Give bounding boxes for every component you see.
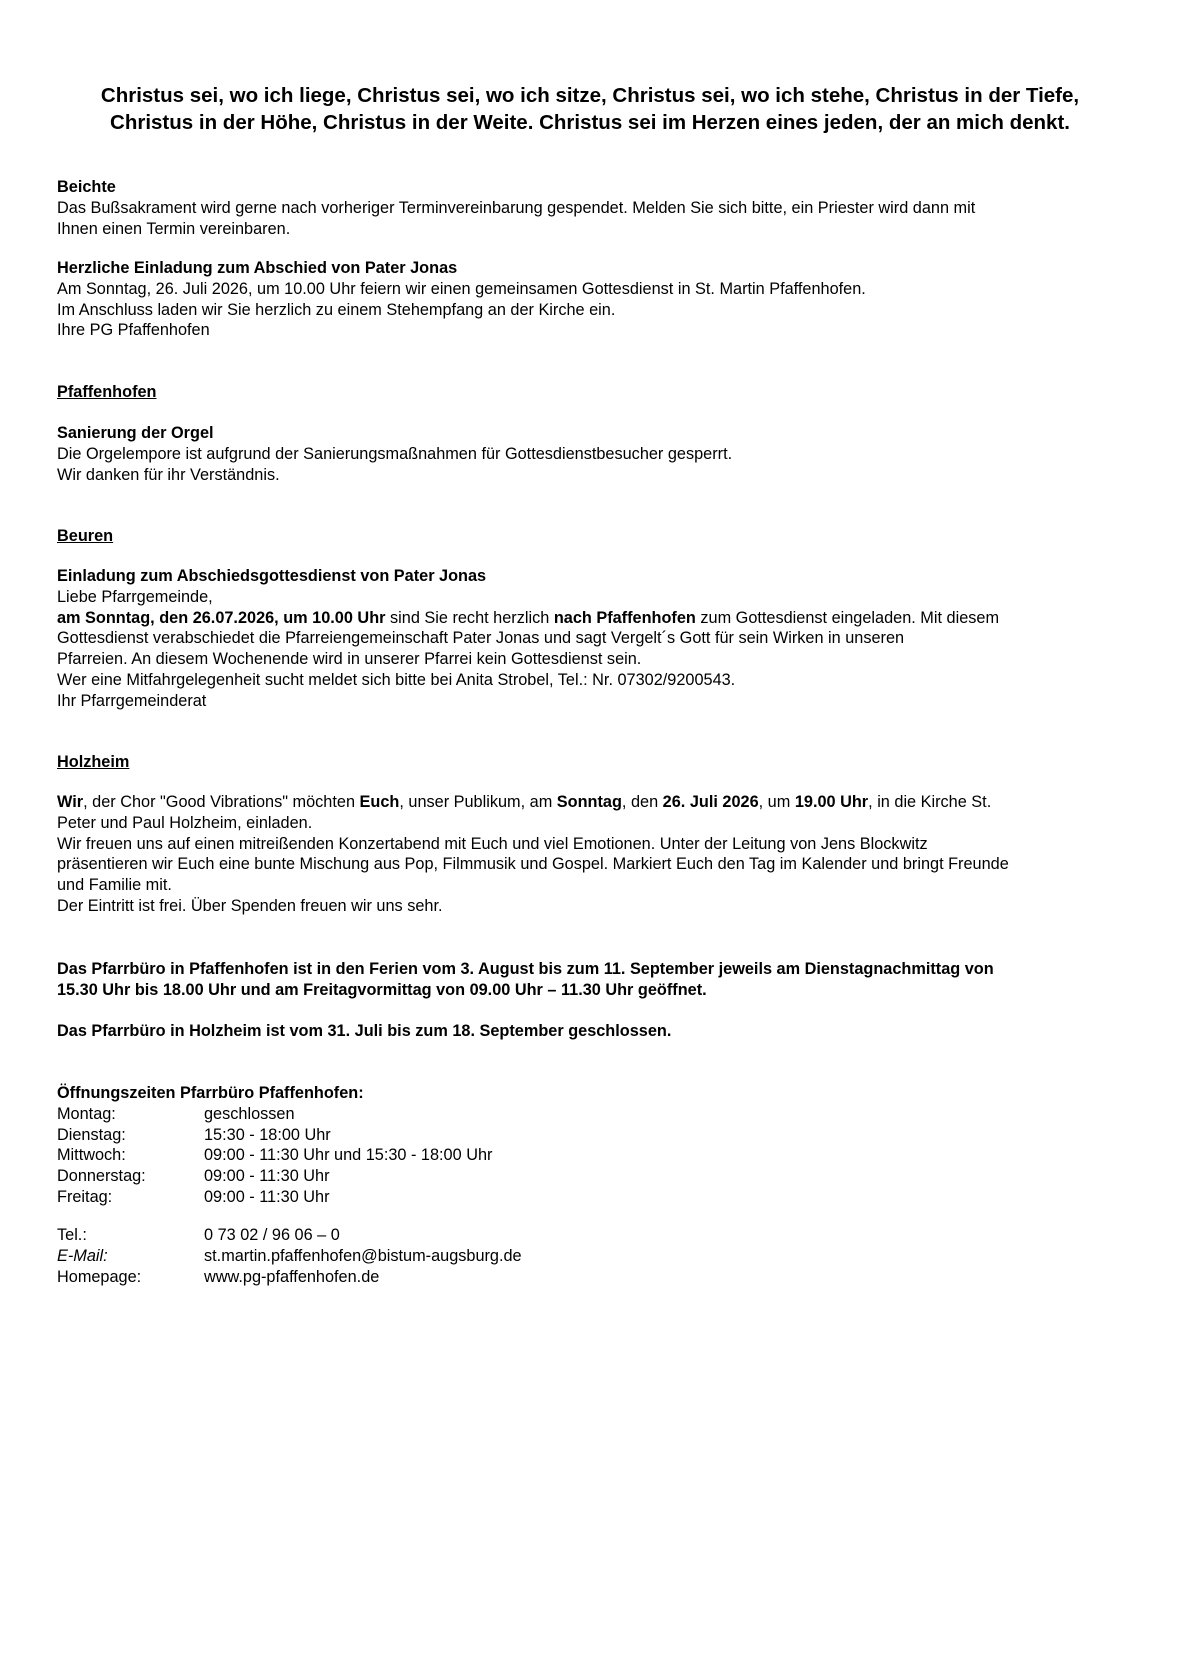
bold-text: am Sonntag, den 26.07.2026, um 10.00 Uhr bbox=[57, 608, 386, 627]
text: zum Gottesdienst eingeladen. Mit diesem bbox=[695, 608, 1000, 627]
pfaffenhofen-section bbox=[57, 423, 1137, 485]
text-line: 15.30 Uhr bis 18.00 Uhr und am Freitagvormittag von 09.00 Uhr – 11.30 Uhr geöffnet. bbox=[57, 980, 707, 999]
homepage-label: Homepage: bbox=[57, 1267, 142, 1286]
text-line: Liebe Pfarrgemeinde, bbox=[57, 587, 213, 606]
text: , in die Kirche St. bbox=[868, 793, 992, 811]
office-notice-holzheim bbox=[57, 1021, 1137, 1042]
text-line: Im Anschluss laden wir Sie herzlich zu einem Stehempfang an der Kirche ein. bbox=[57, 300, 616, 319]
section-title: Beuren bbox=[57, 527, 114, 545]
orgel-heading: Sanierung der Orgel bbox=[57, 424, 214, 442]
holzheim-section bbox=[57, 792, 1137, 917]
text-line: präsentieren wir Euch eine bunte Mischung aus Pop, Filmmusik und Gospel. Markiert Euch den Tag im Kalender und bringt Freunde bbox=[57, 855, 1009, 874]
pfaffenhofen-section-title bbox=[57, 382, 1137, 403]
text-line: Ihr Pfarrgemeinderat bbox=[57, 691, 207, 710]
day-time: geschlossen bbox=[204, 1104, 295, 1123]
text-line: Die Orgelempore ist aufgrund der Sanierungsmaßnahmen für Gottesdienstbesucher gesperrt. bbox=[57, 444, 733, 463]
text-line: Das Pfarrbüro in Holzheim ist vom 31. Juli bis zum 18. September geschlossen. bbox=[57, 1022, 672, 1040]
day-time: 09:00 - 11:30 Uhr bbox=[204, 1187, 330, 1206]
day-label: Montag: bbox=[57, 1104, 116, 1123]
contact-row bbox=[57, 1225, 1137, 1246]
hours-row bbox=[57, 1166, 1137, 1187]
abschied-section bbox=[57, 258, 1137, 341]
section-title: Holzheim bbox=[57, 753, 130, 771]
day-label: Dienstag: bbox=[57, 1125, 126, 1144]
bold-text: Wir bbox=[57, 793, 84, 811]
day-label: Freitag: bbox=[57, 1187, 113, 1206]
email-label: E-Mail: bbox=[57, 1246, 108, 1265]
beichte-heading: Beichte bbox=[57, 178, 116, 196]
text: , der Chor "Good Vibrations" möchten bbox=[83, 793, 360, 811]
beuren-section bbox=[57, 566, 1137, 712]
section-title: Pfaffenhofen bbox=[57, 383, 157, 401]
abschied-heading: Herzliche Einladung zum Abschied von Pater Jonas bbox=[57, 259, 458, 277]
holzheim-section-title bbox=[57, 752, 1137, 773]
text-line: Das Pfarrbüro in Pfaffenhofen ist in den Ferien vom 3. August bis zum 11. September jeweils am Dienstagnachmittag von bbox=[57, 960, 994, 978]
text-line bbox=[57, 792, 1137, 813]
hours-row bbox=[57, 1125, 1137, 1146]
text-line bbox=[57, 608, 1137, 629]
tel-value: 0 73 02 / 96 06 – 0 bbox=[204, 1226, 340, 1244]
email-link[interactable]: st.martin.pfaffenhofen@bistum-augsburg.de bbox=[204, 1246, 522, 1265]
contact-row bbox=[57, 1246, 1137, 1267]
motto-line: Christus in der Höhe, Christus in der Weite. Christus sei im Herzen eines jeden, der an mich denkt. bbox=[110, 111, 1070, 134]
day-label: Mittwoch: bbox=[57, 1146, 126, 1165]
homepage-link[interactable]: www.pg-pfaffenhofen.de bbox=[204, 1267, 380, 1286]
beichte-section bbox=[57, 177, 1137, 239]
text: , den bbox=[621, 793, 663, 811]
text-line: Der Eintritt ist frei. Über Spenden freuen wir uns sehr. bbox=[57, 896, 443, 915]
text-line: Peter und Paul Holzheim, einladen. bbox=[57, 813, 313, 832]
hours-row bbox=[57, 1104, 1137, 1125]
text-line: Ihre PG Pfaffenhofen bbox=[57, 321, 210, 340]
text-line: Wir danken für ihr Verständnis. bbox=[57, 465, 280, 484]
bold-text: Sonntag bbox=[556, 793, 622, 811]
contact-info bbox=[57, 1225, 1137, 1287]
text: , unser Publikum, am bbox=[399, 793, 557, 811]
text-line: und Familie mit. bbox=[57, 876, 172, 895]
day-label: Donnerstag: bbox=[57, 1167, 146, 1186]
opening-hours bbox=[57, 1083, 1137, 1208]
text-line: Am Sonntag, 26. Juli 2026, um 10.00 Uhr feiern wir einen gemeinsamen Gottesdienst in St. Martin Pfaffenhofen. bbox=[57, 279, 866, 298]
motto-line: Christus sei, wo ich liege, Christus sei, wo ich sitze, Christus sei, wo ich stehe, Christus in der Tiefe, bbox=[100, 84, 1080, 107]
beuren-section-title bbox=[57, 526, 1137, 547]
contact-row bbox=[57, 1267, 1137, 1288]
text-line: Das Bußsakrament wird gerne nach vorheriger Terminvereinbarung gespendet. Melden Sie sich bitte, ein Priester wird dann mit bbox=[57, 198, 976, 217]
bold-text: 26. Juli 2026 bbox=[662, 793, 759, 811]
day-time: 09:00 - 11:30 Uhr bbox=[204, 1167, 330, 1186]
day-time: 15:30 - 18:00 Uhr bbox=[204, 1125, 331, 1144]
text-line: Pfarreien. An diesem Wochenende wird in unserer Pfarrei kein Gottesdienst sein. bbox=[57, 650, 642, 669]
hours-row bbox=[57, 1187, 1137, 1208]
bold-text: 19.00 Uhr bbox=[794, 793, 869, 811]
office-notice bbox=[57, 959, 1137, 1001]
text-line: Ihnen einen Termin vereinbaren. bbox=[57, 219, 291, 238]
text-line: Wer eine Mitfahrgelegenheit sucht meldet sich bitte bei Anita Strobel, Tel.: Nr. 07302/9200543. bbox=[57, 670, 736, 689]
text-line: Wir freuen uns auf einen mitreißenden Konzertabend mit Euch und viel Emotionen. Unter der Leitung von Jens Blockwitz bbox=[57, 834, 928, 853]
text-line: Gottesdienst verabschiedet die Pfarreiengemeinschaft Pater Jonas und sagt Vergelt´s Gott für sein Wirken in unseren bbox=[57, 629, 905, 648]
text: sind Sie recht herzlich bbox=[385, 608, 554, 627]
day-time: 09:00 - 11:30 Uhr und 15:30 - 18:00 Uhr bbox=[204, 1146, 493, 1165]
tel-label: Tel.: bbox=[57, 1226, 87, 1244]
hours-heading: Öffnungszeiten Pfarrbüro Pfaffenhofen: bbox=[57, 1084, 364, 1102]
bold-text: nach Pfaffenhofen bbox=[553, 608, 696, 627]
beuren-heading: Einladung zum Abschiedsgottesdienst von Pater Jonas bbox=[57, 567, 487, 585]
text: , um bbox=[758, 793, 795, 811]
hours-row bbox=[57, 1145, 1137, 1166]
motto-heading bbox=[40, 82, 1140, 136]
bold-text: Euch bbox=[359, 793, 400, 811]
